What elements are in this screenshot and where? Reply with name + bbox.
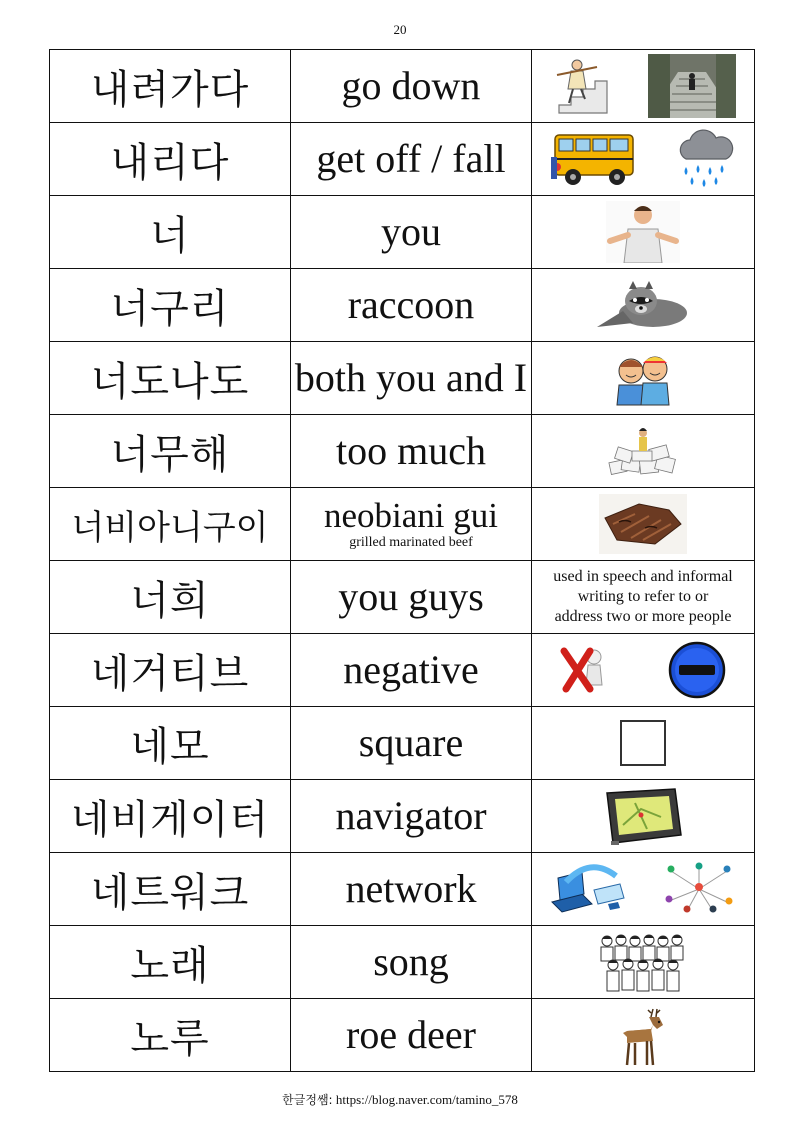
square-icon — [618, 718, 668, 768]
english-word: neobiani gui — [324, 495, 498, 535]
english-word: too much — [336, 428, 486, 473]
minus-circle-icon — [667, 640, 727, 700]
korean-word: 네모 — [130, 723, 210, 770]
english-word: you guys — [338, 574, 484, 619]
english-word: get off / fall — [316, 136, 506, 181]
grilled-beef-icon — [599, 494, 687, 554]
english-word: square — [358, 720, 464, 765]
usage-note-line: writing to refer to or — [577, 588, 709, 605]
english-subtitle: grilled marinated beef — [349, 534, 473, 550]
table-row — [50, 926, 755, 999]
english-word: negative — [343, 647, 479, 692]
footer-link[interactable]: https://blog.naver.com/tamino_578 — [335, 1092, 518, 1107]
usage-note-line: used in speech and informal — [553, 568, 733, 585]
footer-label: 한글정쌤: — [282, 1093, 333, 1107]
english-word: raccoon — [347, 282, 475, 327]
two-kids-icon — [611, 349, 675, 407]
english-word: network — [345, 866, 477, 911]
footer-credit — [0, 1091, 800, 1108]
english-word: navigator — [335, 793, 487, 838]
english-word: roe deer — [346, 1012, 476, 1057]
korean-word: 너희 — [130, 577, 210, 624]
korean-word: 노루 — [130, 1015, 210, 1062]
table-row — [50, 488, 755, 561]
table-row — [50, 999, 755, 1072]
usage-note — [532, 567, 754, 627]
table-row — [50, 196, 755, 269]
table-row — [50, 634, 755, 707]
gps-device-icon — [601, 785, 685, 847]
korean-word: 노래 — [130, 942, 210, 989]
table-row — [50, 415, 755, 488]
korean-word: 네트워크 — [90, 869, 250, 916]
raccoon-icon — [593, 277, 693, 333]
people-network-icon — [659, 861, 739, 917]
english-word: you — [381, 209, 441, 254]
table-row — [50, 853, 755, 926]
page-number: 20 — [393, 22, 407, 37]
choir-icon — [595, 931, 691, 993]
rain-cloud-icon — [672, 127, 738, 191]
roe-deer-icon — [613, 1003, 673, 1067]
pointing-man-icon — [606, 201, 680, 263]
stairs-photo-icon — [648, 54, 736, 118]
korean-word: 내리다 — [110, 139, 230, 186]
table-row — [50, 50, 755, 123]
table-row — [50, 780, 755, 853]
paper-pile-icon — [606, 423, 680, 479]
english-word: both you and I — [294, 355, 528, 400]
vocabulary-table — [49, 49, 755, 1072]
english-word: go down — [341, 63, 481, 108]
usage-note-line: address two or more people — [554, 608, 732, 625]
table-row — [50, 561, 755, 634]
laptop-network-icon — [548, 864, 628, 914]
korean-word: 너 — [150, 212, 190, 259]
korean-word: 너도나도 — [90, 358, 250, 405]
school-bus-icon — [549, 127, 639, 191]
korean-word: 너무해 — [110, 431, 230, 478]
korean-word: 너비아니구이 — [71, 507, 269, 548]
table-row — [50, 269, 755, 342]
table-row — [50, 123, 755, 196]
korean-word: 네거티브 — [90, 650, 250, 697]
stairs-walker-icon — [551, 55, 611, 117]
table-row — [50, 707, 755, 780]
red-x-figure-icon — [560, 645, 612, 695]
korean-word: 네비게이터 — [70, 796, 270, 843]
korean-word: 내려가다 — [90, 66, 250, 113]
english-word: song — [373, 939, 449, 984]
korean-word: 너구리 — [110, 285, 230, 332]
table-row — [50, 342, 755, 415]
